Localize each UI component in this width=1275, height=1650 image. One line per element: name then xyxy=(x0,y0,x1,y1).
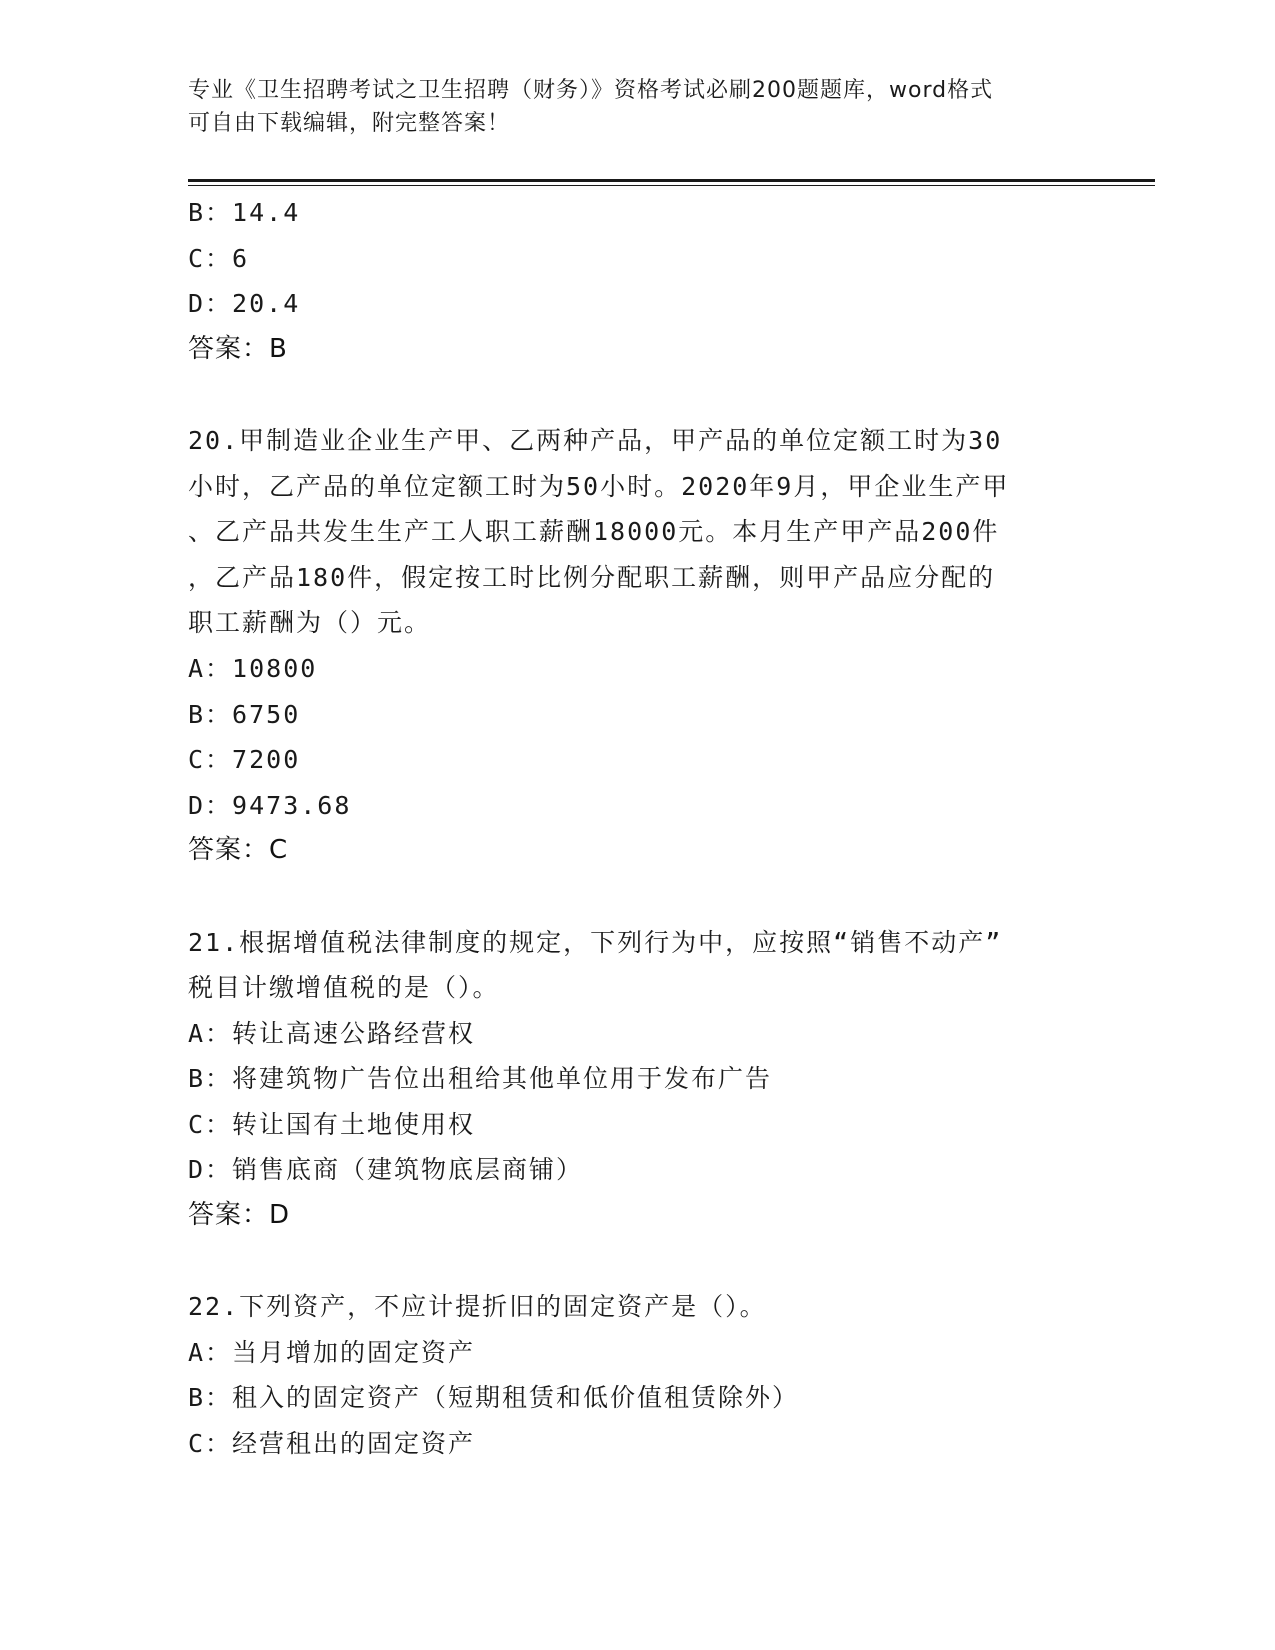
previous-question-tail xyxy=(188,190,1088,372)
question-21 xyxy=(188,920,1088,1239)
option-d: D：销售底商（建筑物底层商铺） xyxy=(188,1155,584,1185)
option-a: A：当月增加的固定资产 xyxy=(188,1337,476,1367)
answer-line: 答案：C xyxy=(188,835,289,866)
option-b: B：租入的固定资产（短期租赁和低价值租赁除外） xyxy=(188,1383,800,1413)
header-title-line-2: 可自由下载编辑，附完整答案！ xyxy=(188,111,511,136)
question-stem-line: 21.根据增值税法律制度的规定，下列行为中，应按照“销售不动产” xyxy=(188,927,1003,957)
question-stem-line: 20.甲制造业企业生产甲、乙两种产品，甲产品的单位定额工时为30 xyxy=(188,425,1003,455)
option-c: C：6 xyxy=(188,243,250,273)
question-list xyxy=(188,190,1088,1467)
option-a: A：10800 xyxy=(188,653,318,683)
spacer xyxy=(188,372,1088,418)
answer-line: 答案：D xyxy=(188,1200,291,1231)
document-header xyxy=(188,74,1088,140)
question-stem-line: 小时，乙产品的单位定额工时为50小时。2020年9月，甲企业生产甲 xyxy=(188,471,1010,501)
header-divider-thin xyxy=(188,185,1155,186)
option-c: C：7200 xyxy=(188,745,301,775)
option-c: C：转让国有土地使用权 xyxy=(188,1109,476,1139)
question-22 xyxy=(188,1284,1088,1466)
question-stem-line: ，乙产品180件，假定按工时比例分配职工薪酬，则甲产品应分配的 xyxy=(188,562,996,592)
option-b: B：将建筑物广告位出租给其他单位用于发布广告 xyxy=(188,1064,773,1094)
question-stem-line: 税目计缴增值税的是（）。 xyxy=(188,973,500,1003)
answer-line: 答案：B xyxy=(188,333,288,364)
question-stem-line: 职工薪酬为（）元。 xyxy=(188,608,432,638)
question-stem-line: 、乙产品共发生生产工人职工薪酬18000元。本月生产甲产品200件 xyxy=(188,517,1000,547)
spacer xyxy=(188,874,1088,920)
option-d: D：20.4 xyxy=(188,289,301,319)
header-title-line-1: 专业《卫生招聘考试之卫生招聘（财务）》资格考试必刷200题题库，word格式 xyxy=(188,78,994,103)
option-d: D：9473.68 xyxy=(188,790,352,820)
question-20 xyxy=(188,418,1088,874)
header-divider-thick xyxy=(188,179,1155,182)
option-b: B：14.4 xyxy=(188,198,301,227)
question-stem-line: 22.下列资产，不应计提折旧的固定资产是（）。 xyxy=(188,1292,767,1322)
option-a: A：转让高速公路经营权 xyxy=(188,1018,476,1048)
spacer xyxy=(188,1239,1088,1285)
option-c: C：经营租出的固定资产 xyxy=(188,1429,476,1459)
option-b: B：6750 xyxy=(188,699,301,729)
